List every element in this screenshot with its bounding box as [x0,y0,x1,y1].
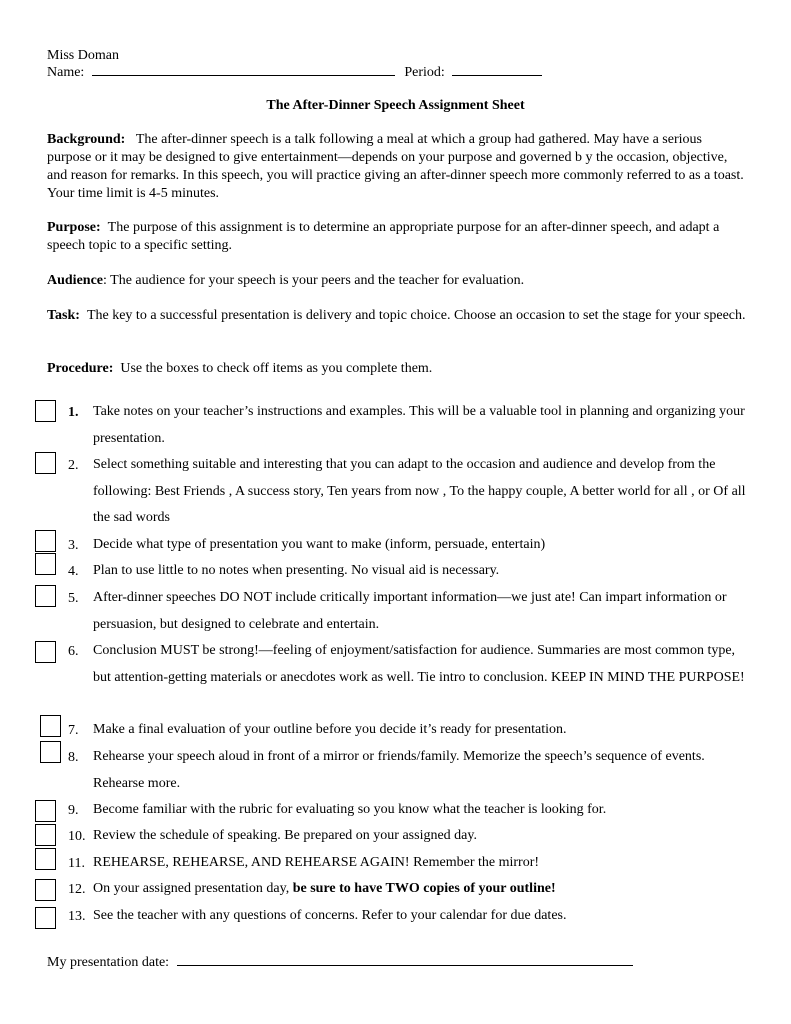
purpose-text: The purpose of this assignment is to determine an appropriate purpose for an after-dinner speech, and adapt a speech topic to a specific setting. [47,220,720,253]
presentation-date-field[interactable] [177,953,633,966]
step-bold-text: be sure to have TWO copies of your outline! [292,881,556,896]
step-text: Rehearse your speech aloud in front of a mirror or friends/family. Memorize the speech’s sequence of events. Rehearse more. [93,749,705,791]
background-section [47,131,747,203]
procedure-text: Use the boxes to check off items as you complete them. [120,361,433,376]
step-number: 13. [68,909,86,924]
step-text: Conclusion MUST be strong!—feeling of enjoyment/satisfaction for audience. Summaries are most common type, but attention-getting materials or anecdotes work as well. Tie intro to conclusion. KEEP IN MIND THE PURPOSE! [93,643,745,685]
step-10-checkbox[interactable] [35,824,56,846]
audience-text: : The audience for your speech is your peers and the teacher for evaluation. [103,273,525,288]
step-number: 2. [68,458,79,473]
step-number: 4. [68,564,79,579]
step-number: 5. [68,591,79,606]
step-8-checkbox[interactable] [40,741,61,763]
procedure-label: Procedure: [47,361,114,376]
step-number: 6. [68,644,79,659]
step-7-checkbox[interactable] [40,715,61,737]
step-number: 9. [68,803,79,818]
step-text: Review the schedule of speaking. Be prepared on your assigned day. [93,828,477,843]
step-4-checkbox[interactable] [35,553,56,575]
step-12-line [93,876,753,903]
step-text: Plan to use little to no notes when presenting. No visual aid is necessary. [93,563,500,578]
background-text: The after-dinner speech is a talk following a meal at which a group had gathered. May have a serious purpose or it may be designed to give entertainment—depends on your purpose and governed b y the occasion, objective, and reason for remarks. In this speech, you will practice giving an after-dinner speech more commonly referred to as a toast. Your time limit is 4-5 minutes. [47,132,744,201]
page-title: The After-Dinner Speech Assignment Sheet [266,98,525,113]
step-2-checkbox[interactable] [35,452,56,474]
step-number: 12. [68,882,86,897]
step-1-checkbox[interactable] [35,400,56,422]
step-5-checkbox[interactable] [35,585,56,607]
step-number: 7. [68,723,79,738]
step-text: After-dinner speeches DO NOT include critically important information—we just ate! Can impart information or persuasion, but designed to celebrate and entertain. [93,590,727,632]
step-number: 10. [68,829,86,844]
step-text: Select something suitable and interesting that you can adapt to the occasion and audience and develop from the following: Best Friends , A success story, Ten years from now , To the happy couple, A better world for all , or Of all the sad words [93,457,746,526]
step-3-checkbox[interactable] [35,530,56,552]
name-label: Name: [47,65,85,80]
step-text: REHEARSE, REHEARSE, AND REHEARSE AGAIN! Remember the mirror! [93,855,540,870]
teacher-name: Miss Doman [47,48,119,63]
step-text: Become familiar with the rubric for evaluating so you know what the teacher is looking for. [93,802,607,817]
step-12-checkbox[interactable] [35,879,56,901]
audience-label: Audience [47,273,103,288]
step-text: Decide what type of presentation you want to make (inform, persuade, entertain) [93,537,546,552]
purpose-section [47,219,747,255]
task-section [47,307,747,325]
step-11-checkbox[interactable] [35,848,56,870]
step-number: 1. [68,405,79,420]
step-13-checkbox[interactable] [35,907,56,929]
period-label: Period: [404,65,445,80]
task-text: The key to a successful presentation is delivery and topic choice. Choose an occasion to set the stage for your speech. [86,308,746,323]
presentation-date-line [47,953,633,971]
step-6-checkbox[interactable] [35,641,56,663]
background-label: Background: [47,132,126,147]
step-text: See the teacher with any questions of concerns. Refer to your calendar for due dates. [93,908,567,923]
name-line [47,63,542,81]
step-text: Take notes on your teacher’s instructions and examples. This will be a valuable tool in planning and organizing your presentation. [93,404,745,446]
step-number: 8. [68,750,79,765]
task-label: Task: [47,308,80,323]
step-9-checkbox[interactable] [35,800,56,822]
step-number: 3. [68,538,79,553]
audience-section [47,272,747,290]
period-field[interactable] [452,63,542,76]
purpose-label: Purpose: [47,220,101,235]
procedure-section [47,360,747,378]
presentation-date-label: My presentation date: [47,955,170,970]
step-text: On your assigned presentation day, [93,881,293,896]
step-number: 11. [68,856,85,871]
name-field[interactable] [92,63,395,76]
step-text: Make a final evaluation of your outline before you decide it’s ready for presentation. [93,722,567,737]
